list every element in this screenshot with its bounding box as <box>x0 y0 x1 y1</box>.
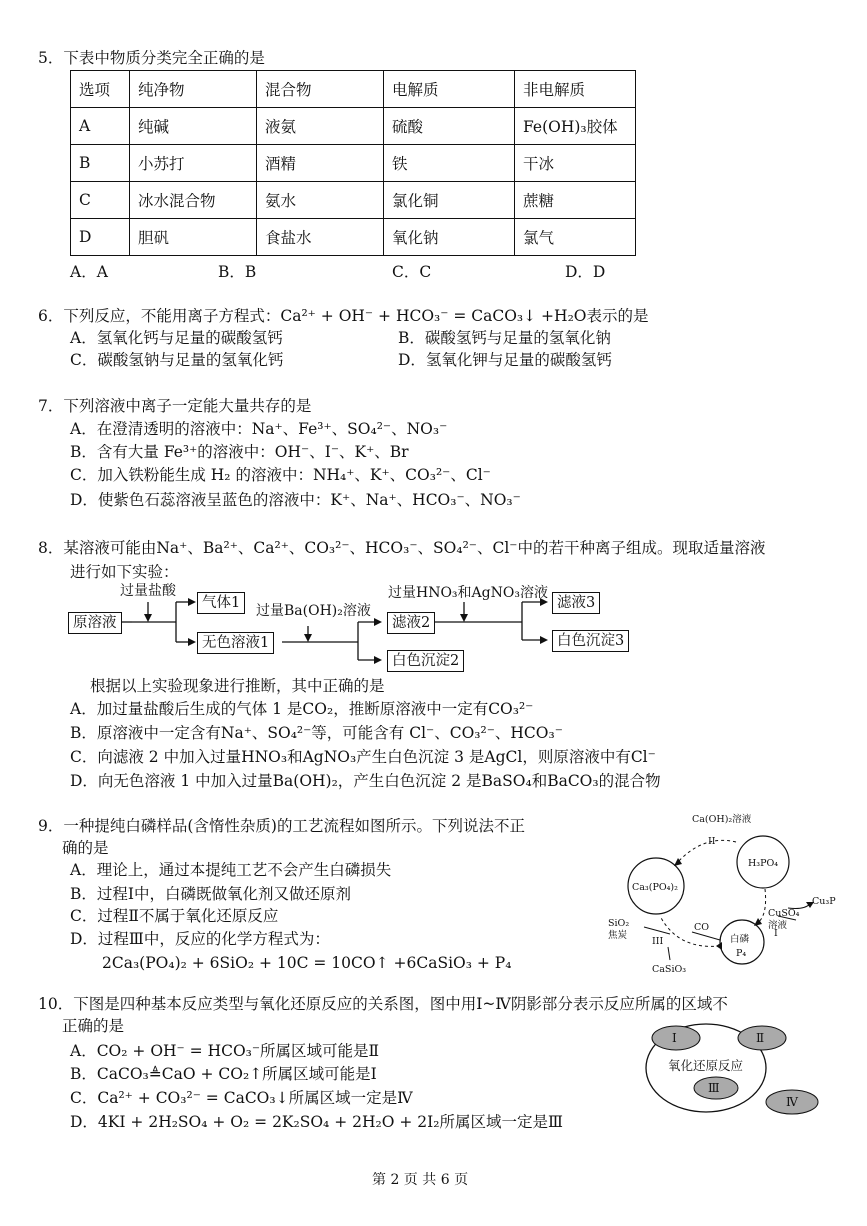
header-cell: 非电解质 <box>515 71 636 108</box>
flow-step1-label: 过量盐酸 <box>120 583 176 599</box>
q10-stem-cont: 正确的是 <box>62 1017 125 1035</box>
diagram-coke-label: 焦炭 <box>608 930 628 941</box>
option-b[interactable]: B．CaCO₃≜CaO + CO₂↑所属区域可能是Ⅰ <box>70 1065 377 1083</box>
option-a[interactable]: A．CO₂ + OH⁻ = HCO₃⁻所属区域可能是Ⅱ <box>70 1042 380 1060</box>
diagram-process-i-label: I <box>774 928 778 939</box>
table-row <box>71 108 636 145</box>
region-iv-label: Ⅳ <box>786 1095 798 1109</box>
table-cell: 铁 <box>384 145 515 182</box>
option-d[interactable]: D．过程Ⅲ中，反应的化学方程式为： <box>70 930 330 948</box>
diagram-white-phosphorus-label: 白磷 <box>730 934 750 945</box>
table-cell: 氨水 <box>257 182 384 219</box>
diagram-ca3po42-label: Ca₃(PO₄)₂ <box>632 882 678 893</box>
flow-solution1: 无色溶液1 <box>197 632 274 654</box>
table-cell: 胆矾 <box>130 219 257 256</box>
q5-stem: 5．下表中物质分类完全正确的是 <box>38 49 265 67</box>
diagram-cu3p-label: Cu₃P <box>812 896 836 907</box>
diagram-p4-label: P₄ <box>736 948 747 959</box>
table-cell: B <box>71 145 130 182</box>
flow-precipitate3: 白色沉淀3 <box>552 630 629 652</box>
table-cell: 酒精 <box>257 145 384 182</box>
phosphorus-cycle-diagram <box>608 812 836 982</box>
option-c[interactable]: C．加入铁粉能生成 H₂ 的溶液中：NH₄⁺、K⁺、CO₃²⁻、Cl⁻ <box>70 466 491 484</box>
flow-filtrate2: 滤液2 <box>387 612 435 634</box>
option-a[interactable]: A．理论上，通过本提纯工艺不会产生白磷损失 <box>70 861 392 879</box>
option-c[interactable]: C．C <box>392 263 432 281</box>
table-header-row <box>71 71 636 108</box>
q9-stem: 9．一种提纯白磷样品(含惰性杂质)的工艺流程如图所示。下列说法不正 <box>38 817 525 835</box>
q8-stem: 8．某溶液可能由Na⁺、Ba²⁺、Ca²⁺、CO₃²⁻、HCO₃⁻、SO₄²⁻、Cl⁻中的若干种离子组成。现取适量溶液 <box>38 539 766 557</box>
classification-table <box>70 70 636 256</box>
table-cell: 纯碱 <box>130 108 257 145</box>
option-d[interactable]: D．4KI + 2H₂SO₄ + O₂ = 2K₂SO₄ + 2H₂O + 2I₂所属区域一定是Ⅲ <box>70 1113 563 1131</box>
option-d[interactable]: D．氢氧化钾与足量的碳酸氢钙 <box>398 351 612 369</box>
table-cell: 氯化铜 <box>384 182 515 219</box>
table-cell: Fe(OH)₃胶体 <box>515 108 636 145</box>
option-c[interactable]: C．向滤液 2 中加入过量HNO₃和AgNO₃产生白色沉淀 3 是AgCl，则原溶液中有Cl⁻ <box>70 748 656 766</box>
table-cell: 氯气 <box>515 219 636 256</box>
q8-stem-cont: 进行如下实验： <box>70 563 179 581</box>
flow-gas1: 气体1 <box>197 592 245 614</box>
table-row <box>71 145 636 182</box>
flow-step3-label: 过量HNO₃和AgNO₃溶液 <box>388 585 548 601</box>
option-d[interactable]: D．向无色溶液 1 中加入过量Ba(OH)₂，产生白色沉淀 2 是BaSO₄和BaCO₃的混合物 <box>70 772 661 790</box>
option-a[interactable]: A．A <box>70 263 108 281</box>
q7-stem: 7．下列溶液中离子一定能大量共存的是 <box>38 397 312 415</box>
region-iii-label: Ⅲ <box>708 1081 720 1095</box>
header-cell: 选项 <box>71 71 130 108</box>
reaction-types-diagram <box>636 1020 832 1140</box>
option-d[interactable]: D．D <box>565 263 606 281</box>
table-cell: 蔗糖 <box>515 182 636 219</box>
option-c[interactable]: C．碳酸氢钠与足量的氢氧化钙 <box>70 351 284 369</box>
diagram-process-ii-label: II <box>708 836 716 847</box>
option-b[interactable]: B．原溶液中一定含有Na⁺、SO₄²⁻等，可能含有 Cl⁻、CO₃²⁻、HCO₃⁻ <box>70 724 563 742</box>
q10-stem: 10．下图是四种基本反应类型与氧化还原反应的关系图，图中用Ⅰ~Ⅳ阴影部分表示反应所属的区域不 <box>38 995 728 1013</box>
option-d[interactable]: D．使紫色石蕊溶液呈蓝色的溶液中：K⁺、Na⁺、HCO₃⁻、NO₃⁻ <box>70 491 521 509</box>
table-cell: 硫酸 <box>384 108 515 145</box>
table-cell: 小苏打 <box>130 145 257 182</box>
page-footer: 第 2 页 共 6 页 <box>372 1172 469 1188</box>
flow-original-solution: 原溶液 <box>68 612 122 634</box>
table-cell: A <box>71 108 130 145</box>
option-b[interactable]: B．B <box>218 263 257 281</box>
table-row <box>71 182 636 219</box>
option-a[interactable]: A．氢氧化钙与足量的碳酸氢钙 <box>70 329 283 347</box>
diagram-sio2-label: SiO₂ <box>608 918 630 929</box>
option-b[interactable]: B．含有大量 Fe³⁺的溶液中：OH⁻、I⁻、K⁺、Br <box>70 443 409 461</box>
diagram-casio3-label: CaSiO₃ <box>652 964 687 975</box>
flow-precipitate2: 白色沉淀2 <box>387 650 464 672</box>
flow-filtrate3: 滤液3 <box>552 592 600 614</box>
diagram-process-iii-label: III <box>652 936 664 947</box>
region-ii-label: Ⅱ <box>756 1031 765 1045</box>
table-cell: 液氨 <box>257 108 384 145</box>
diagram-cuso4-label: CuSO₄ <box>768 908 800 919</box>
region-i-label: Ⅰ <box>672 1031 677 1045</box>
option-a[interactable]: A．加过量盐酸后生成的气体 1 是CO₂，推断原溶液中一定有CO₃²⁻ <box>70 700 534 718</box>
option-b[interactable]: B．碳酸氢钙与足量的氢氧化钠 <box>398 329 611 347</box>
q9-stem-cont: 确的是 <box>62 839 109 857</box>
diagram-co-label: CO <box>694 922 710 933</box>
diagram-solution-label: 溶液 <box>768 920 788 931</box>
table-cell: D <box>71 219 130 256</box>
option-b[interactable]: B．过程Ⅰ中，白磷既做氧化剂又做还原剂 <box>70 885 352 903</box>
table-cell: 干冰 <box>515 145 636 182</box>
table-cell: 冰水混合物 <box>130 182 257 219</box>
flow-step2-label: 过量Ba(OH)₂溶液 <box>256 603 371 619</box>
table-cell: 氧化钠 <box>384 219 515 256</box>
option-c[interactable]: C．Ca²⁺ + CO₃²⁻ = CaCO₃↓所属区域一定是Ⅳ <box>70 1089 413 1107</box>
table-cell: C <box>71 182 130 219</box>
table-row <box>71 219 636 256</box>
diagram-h3po4-label: H₃PO₄ <box>748 858 779 869</box>
header-cell: 纯净物 <box>130 71 257 108</box>
q8-lead: 根据以上实验现象进行推断，其中正确的是 <box>90 677 385 695</box>
q6-stem: 6．下列反应，不能用离子方程式：Ca²⁺ + OH⁻ + HCO₃⁻ = CaCO₃↓ +H₂O表示的是 <box>38 307 649 325</box>
header-cell: 电解质 <box>384 71 515 108</box>
q9-equation: 2Ca₃(PO₄)₂ + 6SiO₂ + 10C = 10CO↑ +6CaSiO₃ + P₄ <box>102 954 512 972</box>
option-a[interactable]: A．在澄清透明的溶液中：Na⁺、Fe³⁺、SO₄²⁻、NO₃⁻ <box>70 420 448 438</box>
redox-label: 氧化还原反应 <box>668 1058 744 1073</box>
table-cell: 食盐水 <box>257 219 384 256</box>
option-c[interactable]: C．过程Ⅱ不属于氧化还原反应 <box>70 907 279 925</box>
diagram-caoh2-label: Ca(OH)₂溶液 <box>692 814 752 825</box>
header-cell: 混合物 <box>257 71 384 108</box>
